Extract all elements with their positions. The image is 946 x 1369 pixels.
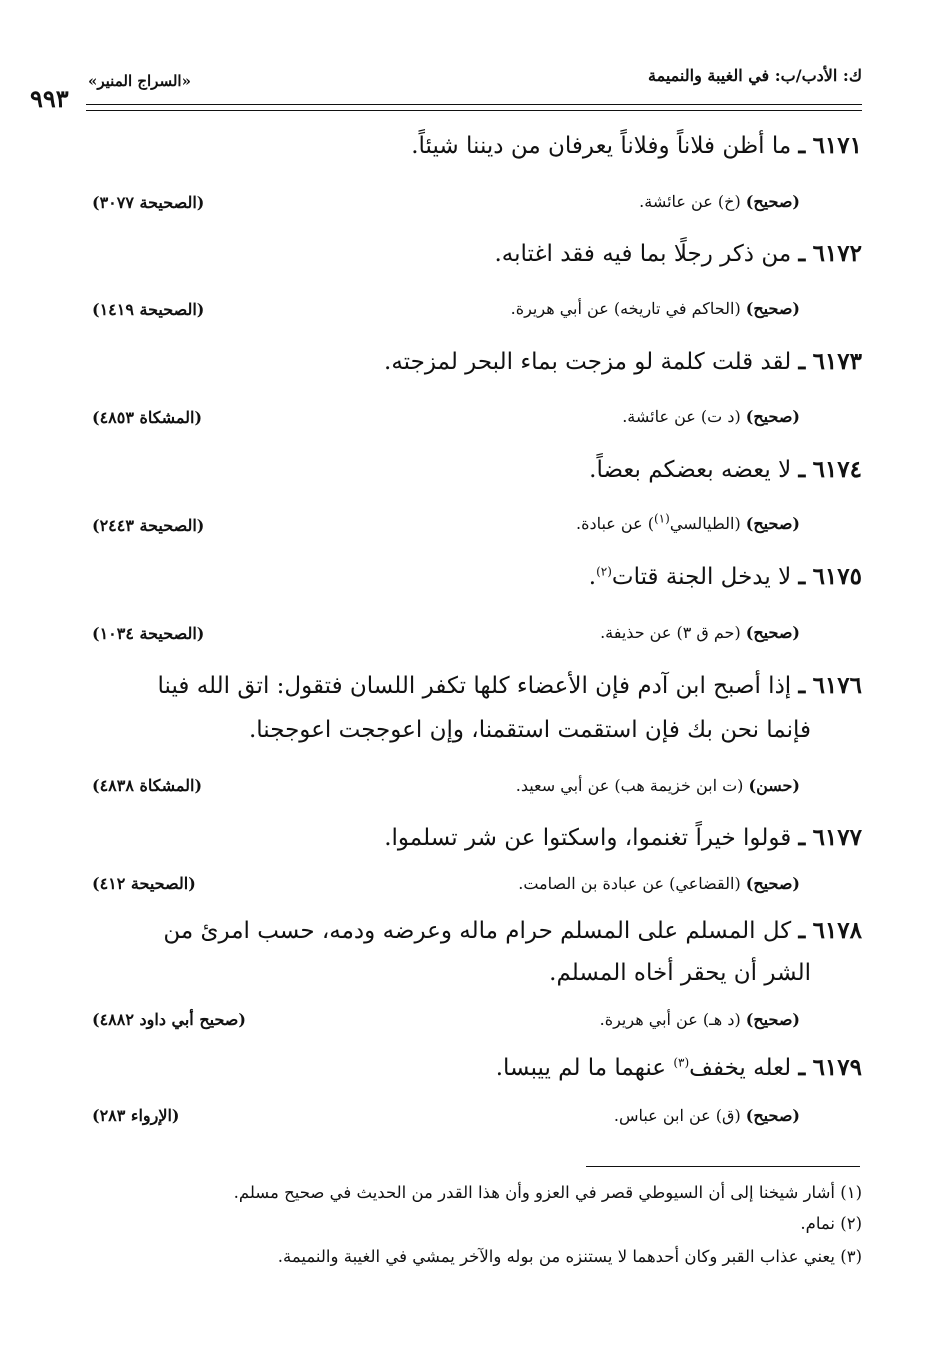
hadith-number: ٦١٧٦ bbox=[812, 672, 862, 699]
hadith-grade: (صحيح) bbox=[745, 299, 800, 318]
chapter-heading: ك: الأدب/ب: في الغيبة والنميمة bbox=[648, 66, 862, 85]
hadith-number: ٦١٧٢ bbox=[812, 240, 862, 267]
hadith-grade: (صحيح) bbox=[745, 514, 800, 533]
hadith-text: ٦١٧٩ ـ لعله يخفف$^{(٣)}$ عنهما ما لم ييبسا. bbox=[495, 1054, 862, 1081]
hadith-number: ٦١٧٣ bbox=[812, 348, 862, 375]
hadith-grade: (صحيح) bbox=[745, 407, 800, 426]
hadith-grade: (صحيح) bbox=[745, 1106, 800, 1125]
footnote-ref[interactable]: (١) bbox=[653, 511, 670, 526]
hadith-reference: (صحيح أبي داود ٤٨٨٢) bbox=[92, 1010, 246, 1029]
hadith-source: (صحيح) (ق) عن ابن عباس. bbox=[613, 1106, 800, 1125]
page-number: ٩٩٣ bbox=[30, 84, 69, 113]
footnote-ref[interactable]: (٣) bbox=[673, 1055, 690, 1070]
footnote-mark: (٢) bbox=[840, 1214, 862, 1233]
hadith-number: ٦١٧٤ bbox=[812, 456, 862, 483]
footnote-separator bbox=[586, 1166, 860, 1167]
hadith-source: (صحيح) (حم ق ٣) عن حذيفة. bbox=[600, 623, 800, 642]
hadith-source: (صحيح) (د هـ) عن أبي هريرة. bbox=[599, 1010, 800, 1029]
hadith-reference: (المشكاة ٤٨٥٣) bbox=[92, 408, 203, 427]
footnote-mark: (١) bbox=[840, 1183, 862, 1202]
hadith-grade: (صحيح) bbox=[745, 192, 800, 211]
footnote: (١) أشار شيخنا إلى أن السيوطي قصر في العزو وأن هذا القدر من الحديث في صحيح مسلم. bbox=[233, 1183, 862, 1202]
hadith-source: (صحيح) (الطيالسي$^{(١)}$) عن عبادة. bbox=[576, 511, 800, 533]
hadith-source: (صحيح) (الحاكم في تاريخه) عن أبي هريرة. bbox=[510, 299, 800, 318]
footnote-mark: (٣) bbox=[840, 1247, 862, 1266]
hadith-source: (صحيح) (د ت) عن عائشة. bbox=[622, 407, 800, 426]
hadith-text: ٦١٧٨ ـ كل المسلم على المسلم حرام ماله وعرضه ودمه، حسب امرئ من bbox=[163, 917, 862, 944]
hadith-reference: (الصحيحة ١٤١٩) bbox=[92, 300, 205, 319]
hadith-reference: (المشكاة ٤٨٣٨) bbox=[92, 776, 203, 795]
hadith-text-continued: فإنما نحن بك فإن استقمت استقمنا، وإن اعوججت اعوججنا. bbox=[248, 717, 811, 743]
hadith-number: ٦١٧٩ bbox=[812, 1054, 862, 1081]
hadith-reference: (الإرواء ٢٨٣) bbox=[92, 1106, 180, 1125]
hadith-text: ٦١٧٢ ـ من ذكر رجلًا بما فيه فقد اغتابه. bbox=[494, 240, 862, 267]
hadith-text: ٦١٧٤ ـ لا يعضه بعضكم بعضاً. bbox=[589, 456, 862, 483]
hadith-reference: (الصحيحة ٤١٢) bbox=[92, 874, 196, 893]
hadith-grade: (صحيح) bbox=[745, 1010, 800, 1029]
hadith-number: ٦١٧٥ bbox=[812, 563, 862, 590]
hadith-text: ٦١٧٦ ـ إذا أصبح ابن آدم فإن الأعضاء كلها تكفر اللسان فتقول: اتق الله فينا bbox=[157, 672, 862, 699]
hadith-number: ٦١٧٧ bbox=[812, 824, 862, 851]
hadith-grade: (حسن) bbox=[748, 776, 800, 795]
hadith-reference: (الصحيحة ٣٠٧٧) bbox=[92, 193, 205, 212]
hadith-grade: (صحيح) bbox=[745, 623, 800, 642]
header-rule-double bbox=[86, 110, 862, 111]
hadith-source: (صحيح) (خ) عن عائشة. bbox=[639, 192, 800, 211]
header-rule bbox=[86, 104, 862, 105]
hadith-reference: (الصحيحة ١٠٣٤) bbox=[92, 624, 205, 643]
footnote: (٣) يعني عذاب القبر وكان أحدهما لا يستنزه من بوله والآخر يمشي في الغيبة والنميمة. bbox=[277, 1247, 862, 1266]
hadith-reference: (الصحيحة ٢٤٤٣) bbox=[92, 516, 205, 535]
hadith-grade: (صحيح) bbox=[745, 874, 800, 893]
hadith-number: ٦١٧١ bbox=[812, 132, 862, 159]
hadith-text: ٦١٧٥ ـ لا يدخل الجنة قتات$^{(٢)}$. bbox=[588, 563, 862, 590]
hadith-source: (حسن) (ت ابن خزيمة هب) عن أبي سعيد. bbox=[515, 776, 800, 795]
hadith-text: ٦١٧١ ـ ما أظن فلاناً وفلاناً يعرفان من ديننا شيئاً. bbox=[411, 132, 862, 159]
hadith-text-continued: الشر أن يحقر أخاه المسلم. bbox=[549, 960, 811, 986]
footnote-ref[interactable]: (٢) bbox=[596, 564, 612, 579]
hadith-text: ٦١٧٧ ـ قولوا خيراً تغنموا، واسكتوا عن شر تسلموا. bbox=[384, 824, 862, 851]
hadith-text: ٦١٧٣ ـ لقد قلت كلمة لو مزجت بماء البحر لمزجته. bbox=[384, 348, 862, 375]
footnote: (٢) نمام. bbox=[800, 1214, 862, 1233]
book-title: «السراج المنير» bbox=[88, 72, 191, 90]
hadith-number: ٦١٧٨ bbox=[812, 917, 862, 944]
hadith-source: (صحيح) (القضاعي) عن عبادة بن الصامت. bbox=[518, 874, 800, 893]
